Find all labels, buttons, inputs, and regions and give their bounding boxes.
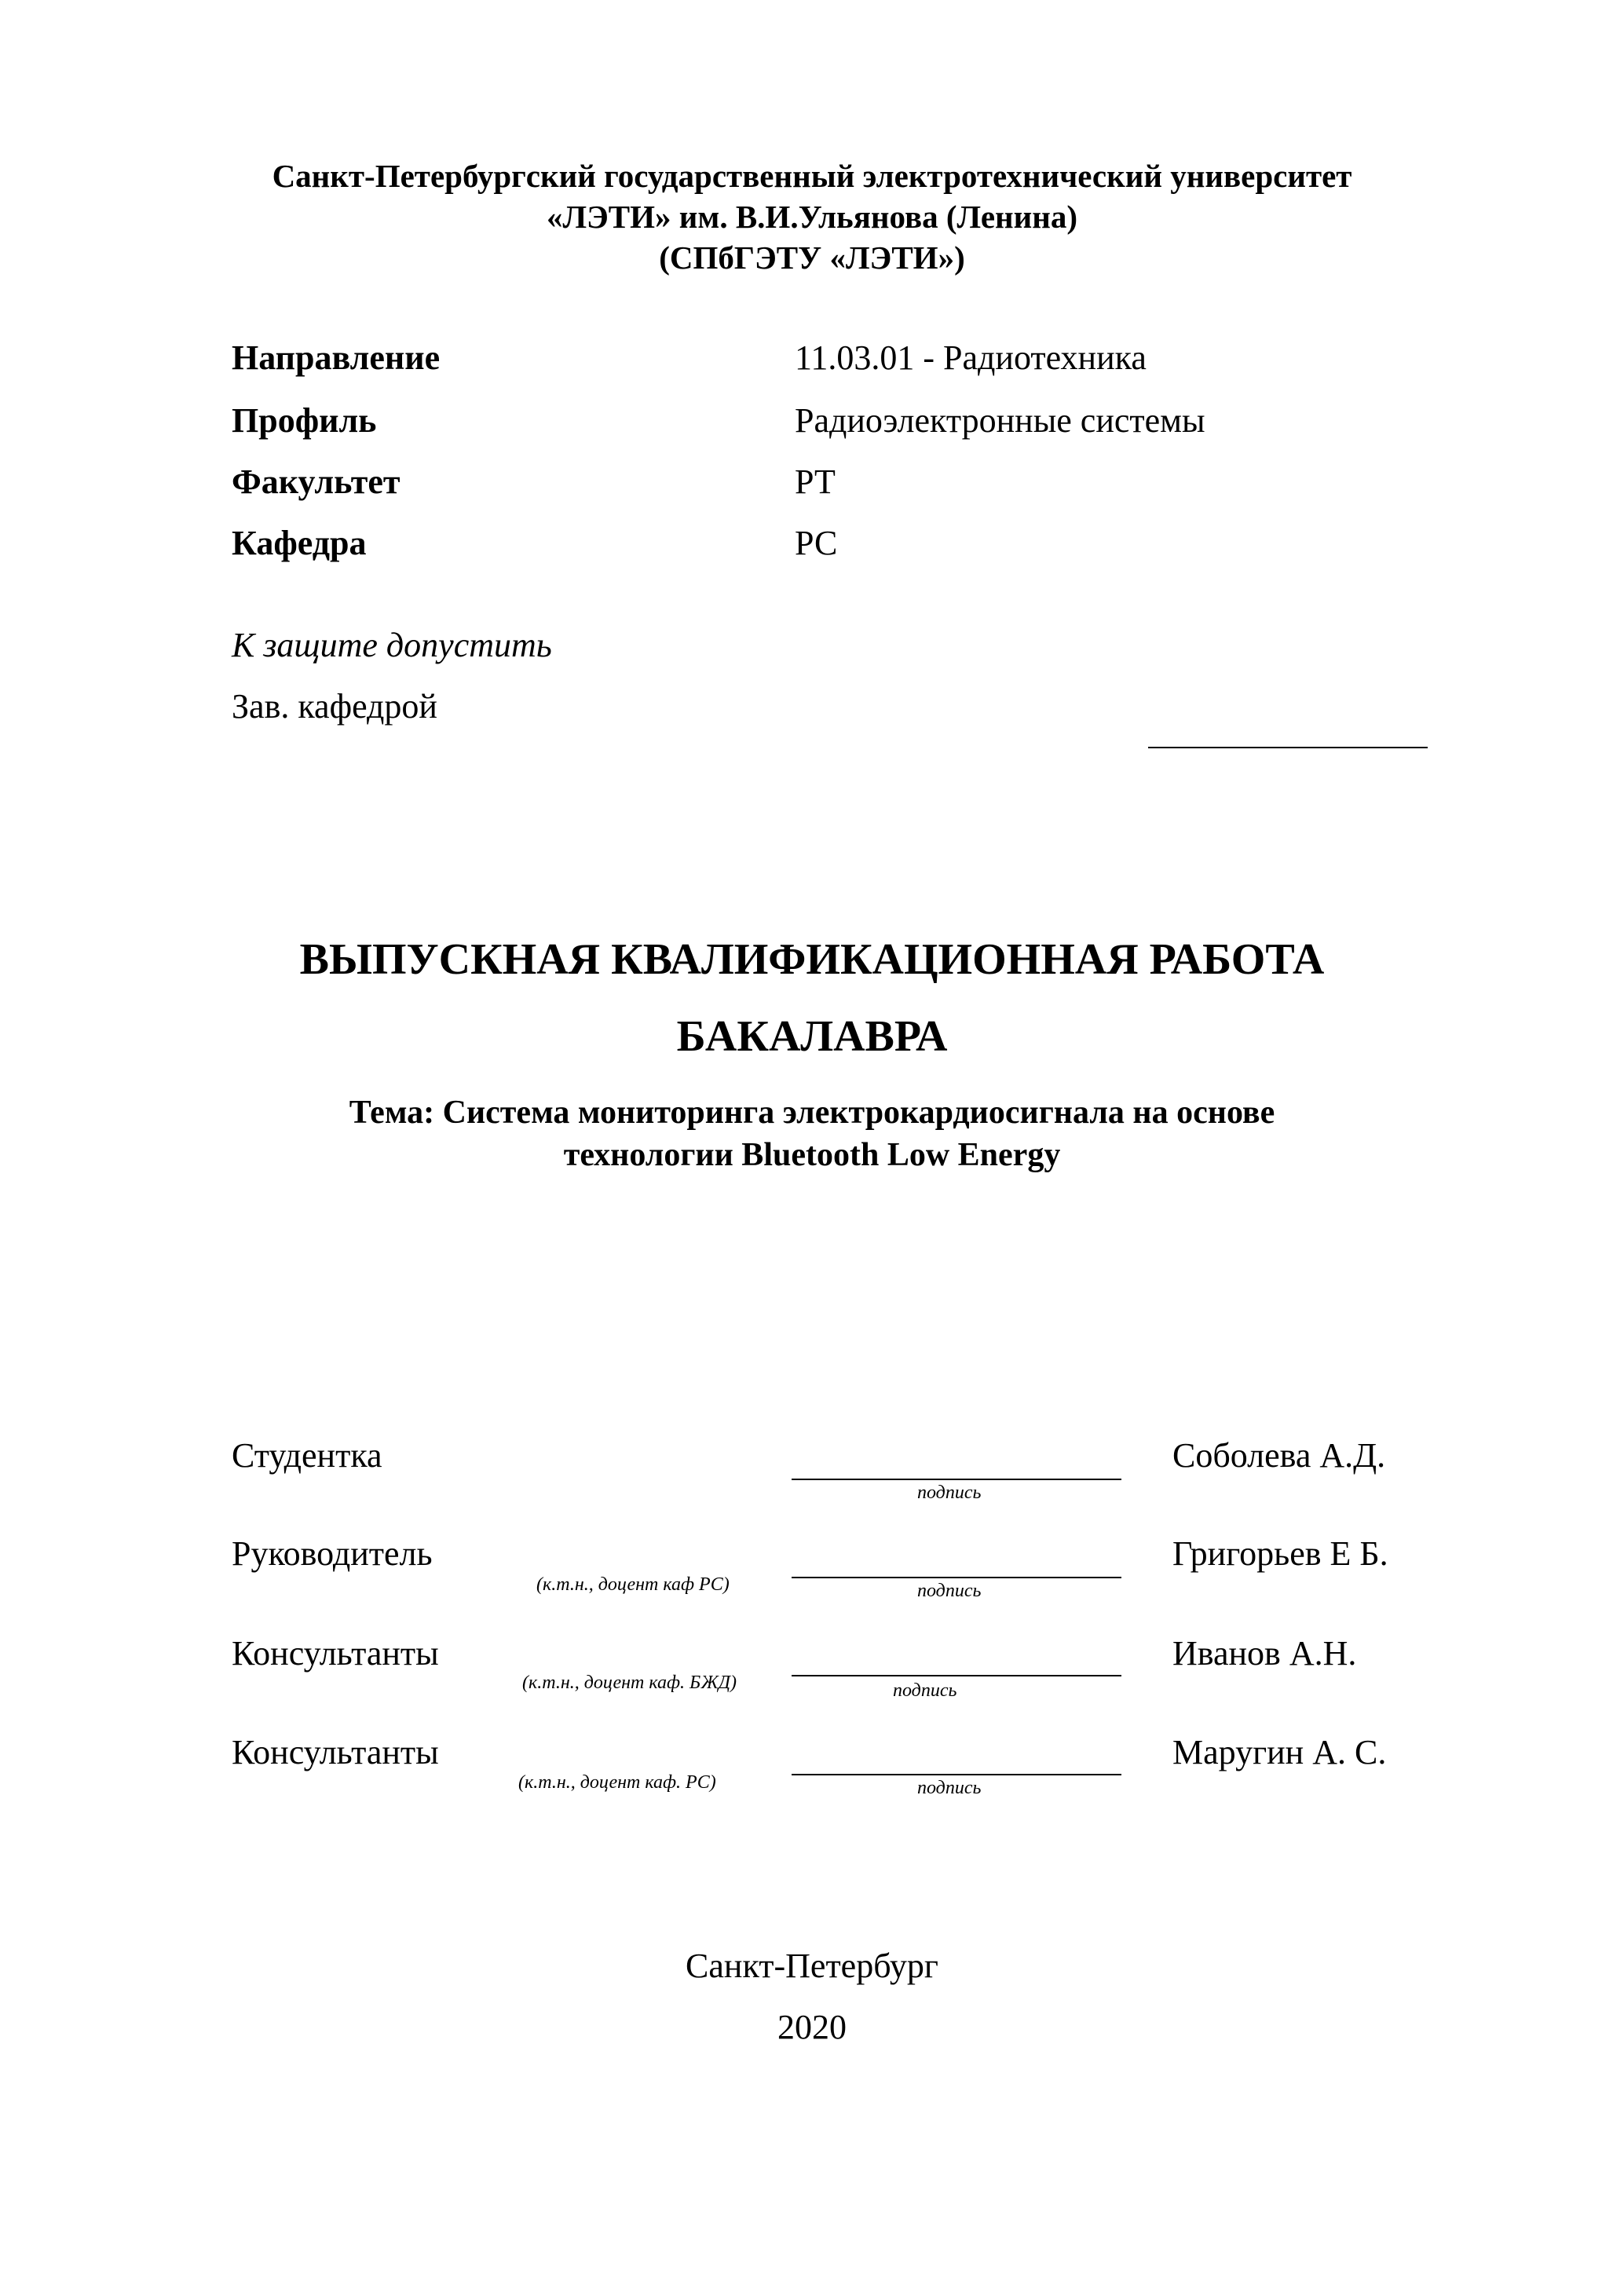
footer-city: Санкт-Петербург (686, 1947, 938, 1985)
topic-line-1: Тема: Система мониторинга электрокардиосигнала на основе (349, 1095, 1275, 1131)
head-signature-line (1148, 747, 1428, 748)
signature-role-consultant-1: Консультанты (232, 1634, 439, 1673)
signature-name-supervisor: Григорьев Е Б. (1172, 1534, 1388, 1573)
signature-caption-student: подпись (917, 1483, 982, 1503)
signature-line-supervisor (792, 1577, 1121, 1578)
topic-line-2: технологии Bluetooth Low Energy (563, 1137, 1061, 1173)
signature-role-consultant-2: Консультанты (232, 1733, 439, 1771)
signature-credential-consultant-2: (к.т.н., доцент каф. РС) (518, 1772, 716, 1793)
signature-role-supervisor: Руководитель (232, 1534, 433, 1573)
field-value-direction: 11.03.01 - Радиотехника (795, 338, 1147, 377)
signature-caption-consultant-1: подпись (893, 1680, 957, 1701)
university-name: Санкт-Петербургский государственный электротехнический университет (272, 158, 1352, 194)
signature-line-student (792, 1479, 1121, 1480)
field-label-direction: Направление (232, 338, 441, 377)
signature-name-consultant-1: Иванов А.Н. (1172, 1634, 1357, 1673)
university-abbreviation: (СПбГЭТУ «ЛЭТИ») (659, 239, 965, 276)
signature-credential-consultant-1: (к.т.н., доцент каф. БЖД) (522, 1673, 737, 1693)
footer-year: 2020 (777, 2008, 847, 2046)
field-value-faculty: РТ (795, 462, 836, 501)
field-label-profile: Профиль (232, 401, 377, 440)
signature-caption-consultant-2: подпись (917, 1778, 982, 1798)
field-label-faculty: Факультет (232, 462, 401, 501)
head-of-department-label: Зав. кафедрой (232, 687, 437, 726)
signature-caption-supervisor: подпись (917, 1581, 982, 1601)
field-label-department: Кафедра (232, 524, 367, 562)
signature-name-student: Соболева А.Д. (1172, 1436, 1386, 1475)
document-title: ВЫПУСКНАЯ КВАЛИФИКАЦИОННАЯ РАБОТА (299, 935, 1325, 984)
signature-line-consultant-2 (792, 1774, 1121, 1775)
signature-line-consultant-1 (792, 1675, 1121, 1676)
field-value-department: РС (795, 524, 838, 562)
signature-role-student: Студентка (232, 1436, 382, 1475)
admit-to-defense: К защите допустить (232, 626, 552, 664)
university-short-name: «ЛЭТИ» им. В.И.Ульянова (Ленина) (546, 199, 1078, 235)
signature-credential-supervisor: (к.т.н., доцент каф РС) (536, 1574, 730, 1595)
document-title-degree: БАКАЛАВРА (676, 1012, 948, 1061)
signature-name-consultant-2: Маругин А. С. (1172, 1733, 1387, 1771)
field-value-profile: Радиоэлектронные системы (795, 401, 1205, 440)
